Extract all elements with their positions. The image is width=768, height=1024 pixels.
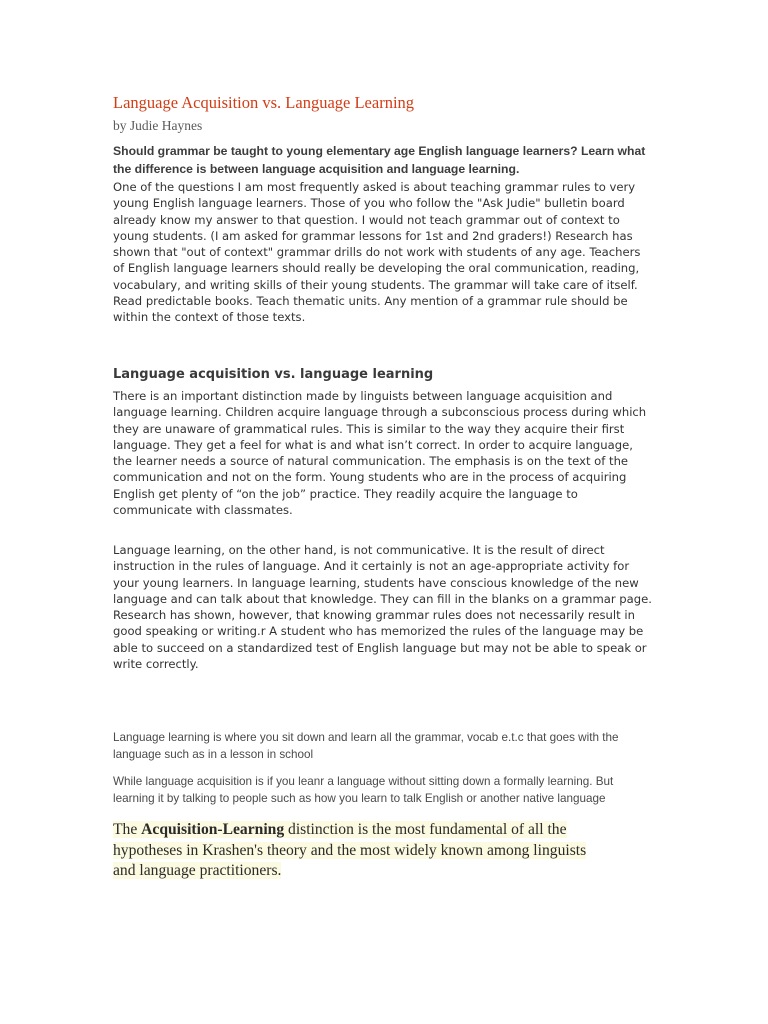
article-byline: by Judie Haynes <box>113 118 203 133</box>
article-title: Language Acquisition vs. Language Learning <box>113 93 415 112</box>
section-heading: Language acquisition vs. language learning <box>113 367 434 382</box>
quote-line-2: hypotheses in Krashen's theory and the most widely known among linguists <box>113 841 587 859</box>
quote-line-3: and language practitioners. <box>113 862 282 879</box>
krashen-quote <box>113 820 586 882</box>
intro-paragraph: One of the questions I am most frequently asked is about teaching grammar rules to very young English language learners. Those of you who follow the "Ask Judie" bulletin board already know my answer to that question. I would not teach grammar out of context to young students. (I am asked for grammar lessons for 1st and 2nd graders!) Research has shown that "out of context" grammar drills do not work with students of any age. Teachers of English language learners should really be developing the oral communication, reading, vocabulary, and writing skills of their young students. The grammar will take care of itself. Read predictable books. Teach thematic units. Any mention of a grammar rule should be within the context of those texts. <box>113 180 641 325</box>
quote-prefix: The <box>113 821 142 838</box>
acquisition-note: While language acquisition is if you leanr a language without sitting down a formally learning. But learning it by talking to people such as how you learn to talk English or another native language <box>113 775 614 805</box>
quote-line-1-rest: distinction is the most fundamental of all the <box>284 821 567 838</box>
quote-line-1 <box>113 821 567 838</box>
acquisition-paragraph: There is an important distinction made by linguists between language acquisition and language learning. Children acquire language through a subconscious process during which they are unaware of grammatical rules. This is similar to the way they acquire their first language. They get a feel for what is and what isn’t correct. In order to acquire language, the learner needs a source of natural communication. The emphasis is on the text of the communication and not on the form. Young students who are in the process of acquiring English get plenty of “on the job” practice. They readily acquire the language to communicate with classmates. <box>113 389 647 518</box>
learning-note: Language learning is where you sit down and learn all the grammar, vocab e.t.c that goes with the language such as in a lesson in school <box>113 731 619 761</box>
quote-term: Acquisition-Learning <box>141 821 285 838</box>
learning-paragraph: Language learning, on the other hand, is not communicative. It is the result of direct instruction in the rules of language. And it certainly is not an age-appropriate activity for your young learners. In language learning, students have conscious knowledge of the new language and can talk about that knowledge. They can fill in the blanks on a grammar page. Research has shown, however, that knowing grammar rules does not necessarily result in good speaking or writing.r A student who has memorized the rules of the language may be able to succeed on a standardized test of English language but may not be able to speak or write correctly. <box>113 543 652 672</box>
article-lead: Should grammar be taught to young elementary age English language learners? Learn what the difference is between language acquisition and language learning. <box>113 144 646 176</box>
